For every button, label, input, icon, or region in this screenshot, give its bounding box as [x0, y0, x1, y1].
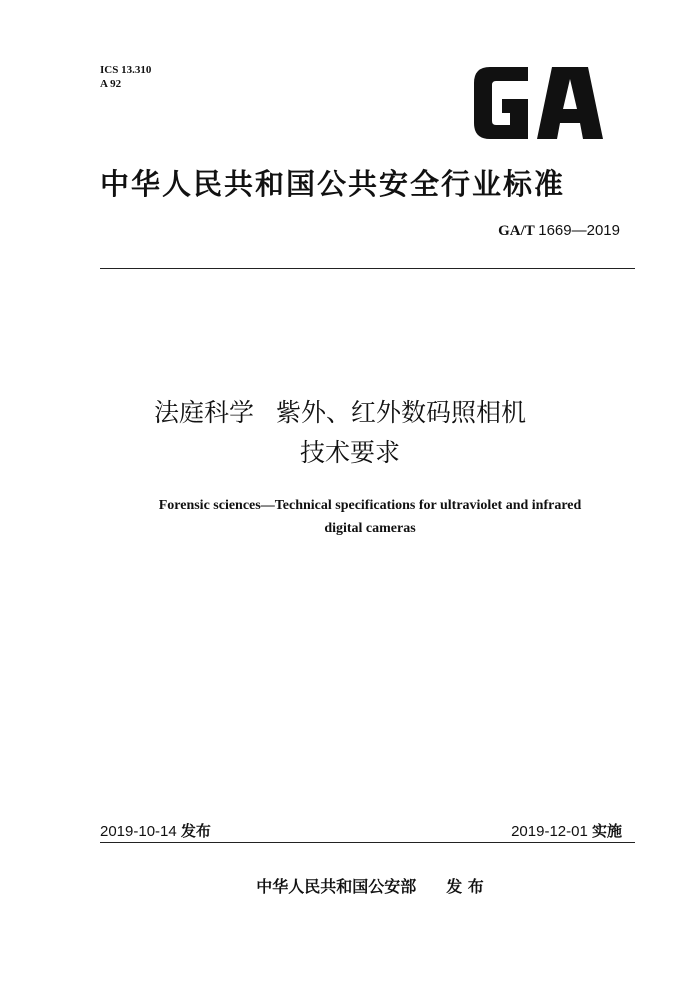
issuer — [0, 874, 700, 897]
ga-logo — [470, 63, 605, 143]
document-title-cn — [0, 393, 700, 473]
standard-code: 1669—2019 — [538, 222, 620, 239]
title-cn-part2: 紫外、红外数码照相机 — [276, 398, 527, 427]
standard-prefix: GA/T — [498, 223, 535, 239]
issue-date-value: 2019-10-14 — [100, 823, 177, 840]
title-cn-part1: 法庭科学 — [153, 398, 254, 427]
implement-date-label: 实施 — [591, 822, 622, 840]
implement-date-value: 2019-12-01 — [511, 823, 588, 840]
footer-divider — [100, 842, 635, 843]
title-en-line1: Forensic sciences—Technical specifications for ultraviolet and infrared — [158, 498, 582, 513]
implement-date — [511, 820, 622, 841]
issuer-action: 发 布 — [446, 877, 484, 896]
issue-date — [100, 820, 211, 841]
title-en-line2: digital cameras — [324, 521, 416, 536]
standard-category-title: 中华人民共和国公共安全行业标准 — [100, 167, 566, 201]
issuer-name: 中华人民共和国公安部 — [256, 877, 417, 896]
standard-number — [498, 222, 620, 240]
ics-code: ICS 13.310 — [100, 64, 152, 76]
issue-date-label: 发布 — [180, 822, 211, 840]
title-cn-part3: 技术要求 — [299, 438, 400, 467]
ccs-code: A 92 — [100, 78, 122, 90]
ga-logo-icon — [470, 63, 605, 143]
document-title-en — [0, 494, 700, 540]
header-divider — [100, 268, 635, 269]
classification-codes — [100, 63, 151, 91]
